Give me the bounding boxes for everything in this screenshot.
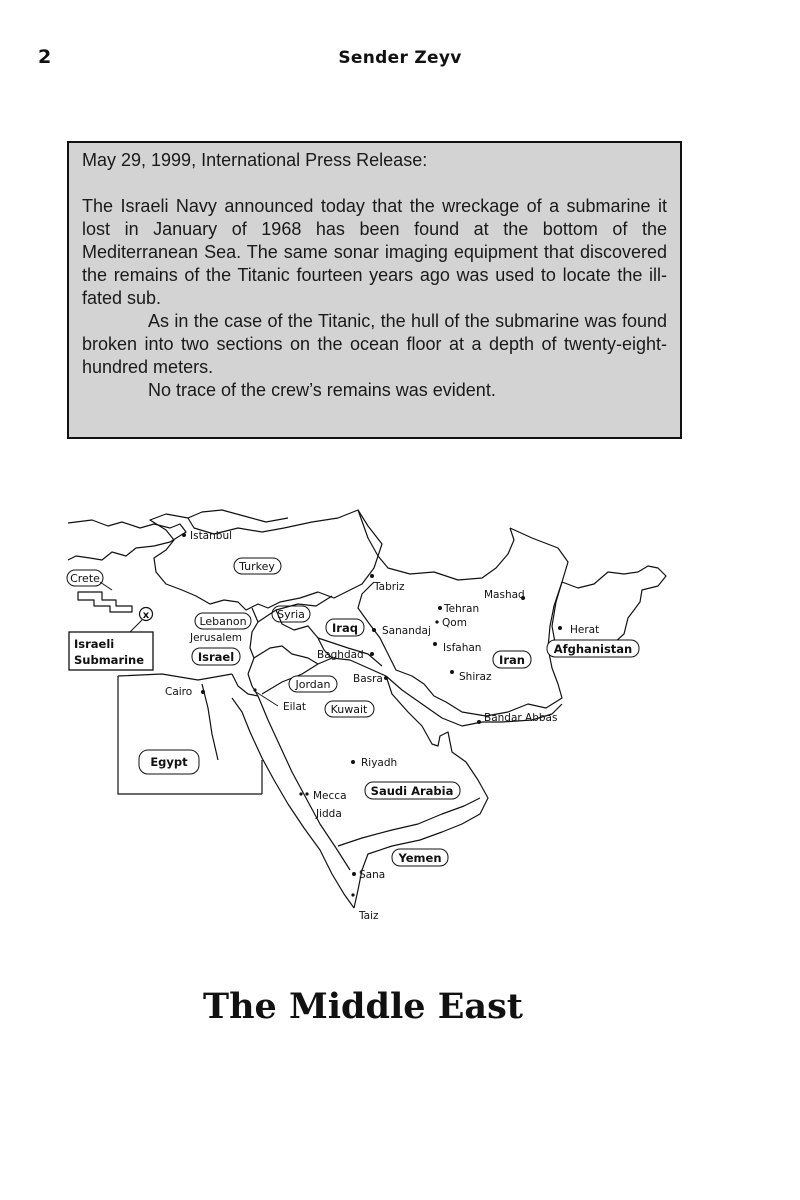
press-release-paragraph-3: No trace of the crew’s remains was evident. <box>148 380 496 400</box>
submarine-label-line2: Submarine <box>74 653 145 667</box>
yemen-label: Yemen <box>398 851 442 865</box>
shiraz-label: Shiraz <box>459 671 492 683</box>
submarine-marker <box>69 608 153 671</box>
tehran-label: Tehran <box>444 603 480 615</box>
crete-label: Crete <box>70 572 100 585</box>
submarine-label-line1: Israeli <box>74 637 115 651</box>
press-release-dateline: May 29, 1999, International Press Release: <box>82 150 428 170</box>
herat-label: Herat <box>570 624 600 636</box>
map-svg <box>62 498 722 930</box>
city-markers <box>165 530 599 922</box>
running-head: Sender Zeyv <box>338 48 462 68</box>
riyadh-label: Riyadh <box>361 757 398 769</box>
mashad-label: Mashad <box>484 589 525 601</box>
press-release-box <box>67 141 682 439</box>
cairo-label: Cairo <box>165 686 193 698</box>
iraq-label: Iraq <box>332 621 358 635</box>
jidda-label: Jidda <box>316 808 342 820</box>
egypt-label: Egypt <box>150 755 188 769</box>
middle-east-map <box>62 498 722 930</box>
saudi-arabia-label: Saudi Arabia <box>370 784 454 798</box>
lebanon-label: Lebanon <box>199 615 247 628</box>
baghdad-label: Baghdad <box>317 649 364 661</box>
iran-label: Iran <box>499 653 525 667</box>
submarine-x-symbol: x <box>142 610 150 621</box>
qom-label: Qom <box>442 617 467 629</box>
taiz-label: Taiz <box>359 910 379 922</box>
tabriz-label: Tabriz <box>374 581 405 593</box>
press-release-paragraph-2: As in the case of the Titanic, the hull of the submarine was found broken into two sections on the ocean floor at a depth of twenty-eight-hundred meters. <box>82 311 667 377</box>
basra-label: Basra <box>353 673 383 685</box>
afghanistan-label: Afghanistan <box>553 642 633 656</box>
israel-label: Israel <box>197 650 235 664</box>
bandar-abbas-label: Bandar Abbas <box>484 712 558 724</box>
eilat-label: Eilat <box>283 701 307 713</box>
sanandaj-label: Sanandaj <box>382 625 431 637</box>
kuwait-label: Kuwait <box>330 703 368 716</box>
isfahan-label: Isfahan <box>443 642 482 654</box>
map-title: The Middle East <box>203 986 523 1027</box>
turkey-label: Turkey <box>239 560 275 573</box>
jordan-label: Jordan <box>295 678 331 691</box>
istanbul-label: Istanbul <box>190 530 233 542</box>
jerusalem-label: Jerusalem <box>190 632 243 644</box>
page-number: 2 <box>38 46 52 68</box>
syria-label: Syria <box>277 608 305 621</box>
press-release-paragraph-1: The Israeli Navy announced today that the wreckage of a submarine it lost in January of 1968 has been found at the bottom of the Mediterranean Sea. The same sonar imaging equipment that discovered the remains of the Titanic fourteen years ago was used to locate the ill-fated sub. <box>82 196 667 308</box>
sana-label: Sana <box>359 869 386 881</box>
mecca-label: Mecca <box>313 790 347 802</box>
